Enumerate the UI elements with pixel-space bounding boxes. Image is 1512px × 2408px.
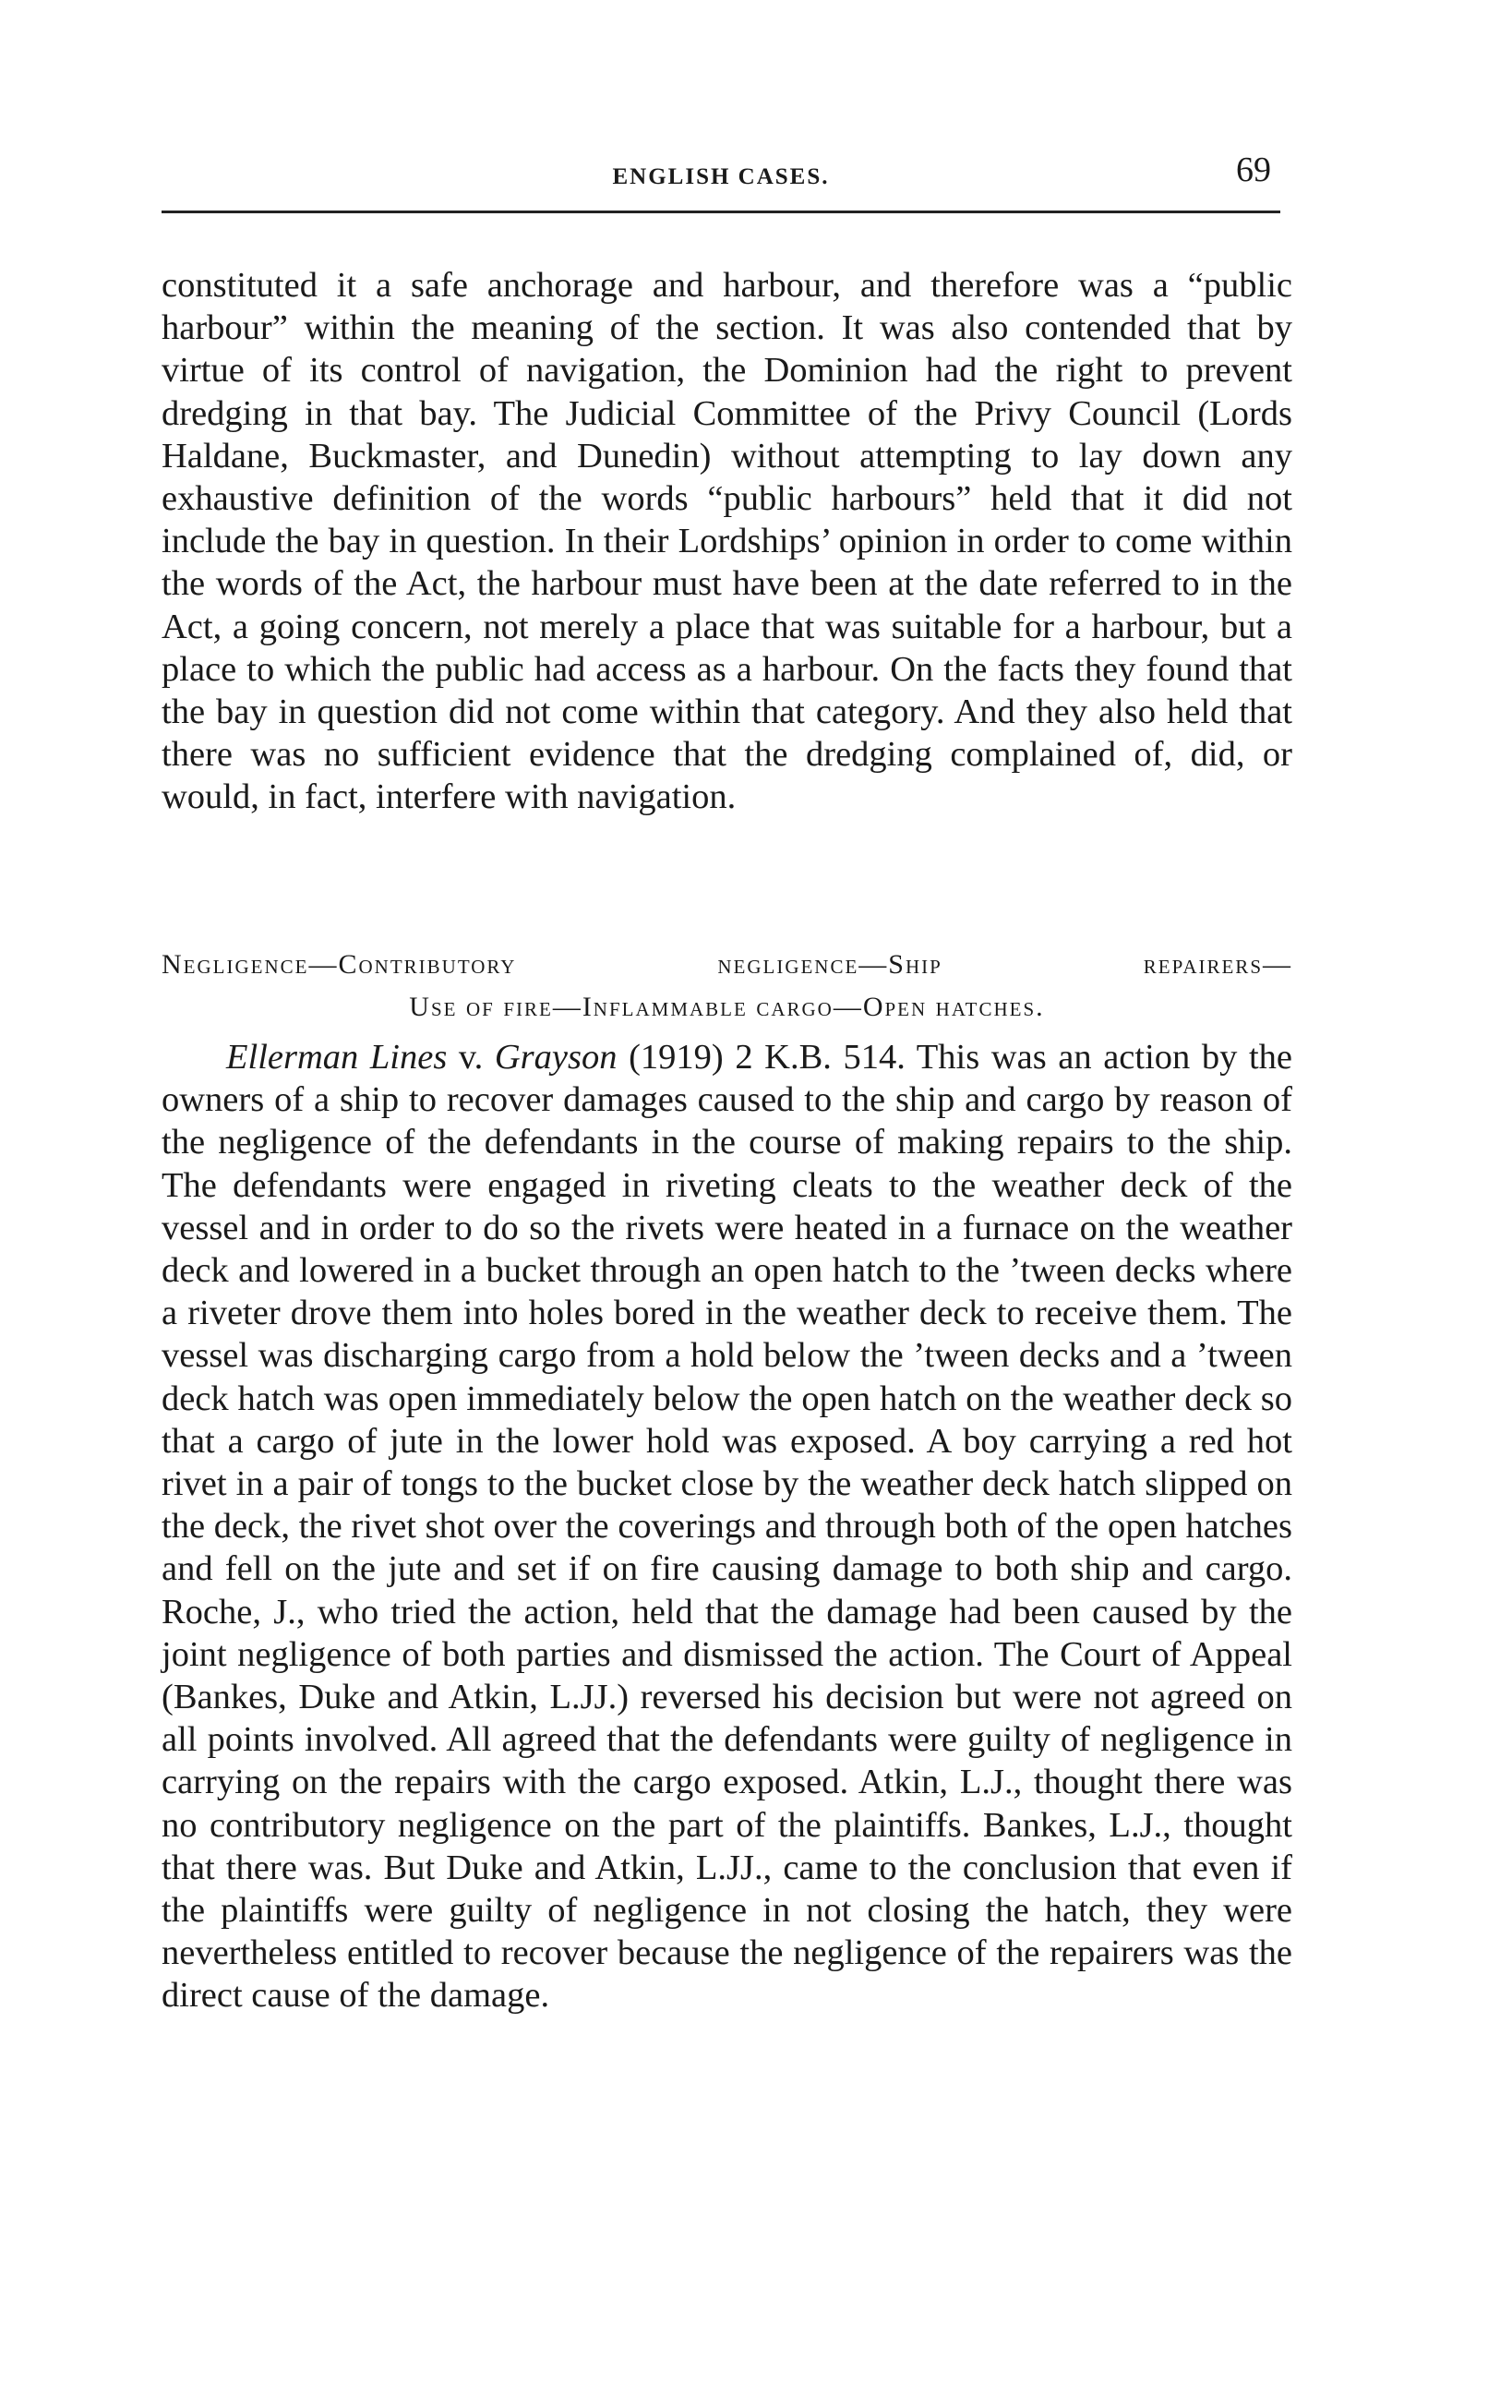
page-number: 69	[1236, 150, 1271, 189]
header-rule	[162, 211, 1280, 213]
section-heading-line-1: Negligence—Contributory negligence—Ship repairers—	[162, 949, 1292, 980]
case-citation: (1919) 2 K.B. 514.	[617, 1038, 917, 1077]
paragraph-continued	[162, 264, 1292, 819]
case-body: This was an action by the owners of a ship to recover damages caused to the ship and cargo by reason of the negligence of the defendants in the course of making repairs to the ship. The defendants were engaged in riveting cleats to the weather deck of the vessel and in order to do so the rivets were heated in a furnace on the weather deck and lowered in a bucket through an open hatch to the ’tween decks where a riveter drove them into holes bored in the weather deck to receive them. The vessel was discharging cargo from a hold below the ’tween decks and a ’tween deck hatch was open immediately below the open hatch on the weather deck so that a cargo of jute in the lower hold was exposed. A boy carrying a red hot rivet in a pair of tongs to the bucket close by the weather deck hatch slipped on the deck, the rivet shot over the coverings and through both of the open hatches and fell on the jute and set if on fire causing damage to both ship and cargo. Roche, J., who tried the action, held that the damage had been caused by the joint negligence of both parties and dismissed the action. The Court of Appeal (Bankes, Duke and Atkin, L.JJ.) reversed his decision but were not agreed on all points involved. All agreed that the defendants were guilty of negligence in carrying on the repairs with the cargo exposed. Atkin, L.J., thought there was no contributory negligence on the part of the plaintiffs. Bankes, L.J., thought that there was. But Duke and Atkin, L.JJ., came to the conclusion that even if the plaintiffs were guilty of negligence in not closing the hatch, they were nevertheless entitled to recover because the negligence of the repairers was the direct cause of the damage.	[162, 1038, 1292, 2016]
case-party: Grayson	[494, 1038, 618, 1077]
case-paragraph	[162, 1036, 1292, 2017]
section-heading-line-2: Use of fire—Inflammable cargo—Open hatches.	[409, 992, 1045, 1022]
page-header	[162, 148, 1280, 194]
running-head: ENGLISH CASES.	[612, 164, 830, 189]
section-heading	[162, 944, 1292, 1029]
case-versus: v.	[447, 1038, 495, 1077]
paragraph-text: constituted it a safe anchorage and harbour, and therefore was a “public harbour” within the meaning of the section. It was also contended that by virtue of its control of navigation, the Dominion had the right to prevent dredging in that bay. The Judicial Committee of the Privy Council (Lords Haldane, Buckmaster, and Dunedin) without attempting to lay down any exhaustive definition of the words “public harbours” held that it did not include the bay in question. In their Lordships’ opinion in order to come within the words of the Act, the harbour must have been at the date referred to in the Act, a going concern, not merely a place that was suitable for a harbour, but a place to which the public had access as a harbour. On the facts they found that the bay in question did not come within that category. And they also held that there was no sufficient evidence that the dredging complained of, did, or would, in fact, interfere with navigation.	[162, 266, 1292, 817]
case-name: Ellerman Lines	[226, 1038, 448, 1077]
case-paragraph-text	[162, 1036, 1292, 2017]
